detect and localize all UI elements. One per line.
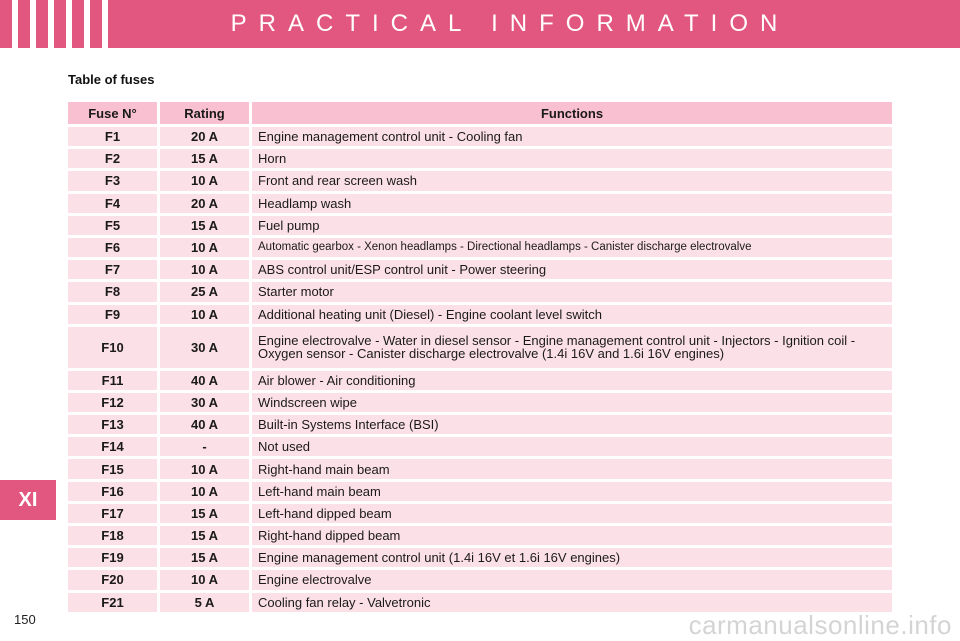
fuse-cell: F12	[68, 393, 157, 412]
column-header-rating: Rating	[160, 102, 249, 124]
table-row	[68, 393, 892, 412]
rating-cell: 40 A	[160, 415, 249, 434]
rating-cell: 10 A	[160, 171, 249, 190]
rating-cell: 15 A	[160, 548, 249, 567]
rating-cell: 5 A	[160, 593, 249, 612]
fuse-cell: F9	[68, 305, 157, 324]
header-stripe	[48, 0, 54, 48]
rating-cell: 10 A	[160, 238, 249, 257]
table-row	[68, 459, 892, 478]
function-cell: ABS control unit/ESP control unit - Power steering	[252, 260, 892, 279]
rating-cell: 15 A	[160, 526, 249, 545]
table-row	[68, 305, 892, 324]
page-header	[0, 0, 960, 48]
table-row	[68, 437, 892, 456]
table-row	[68, 593, 892, 612]
rating-cell: 40 A	[160, 371, 249, 390]
function-cell: Additional heating unit (Diesel) - Engine coolant level switch	[252, 305, 892, 324]
fuse-cell: F11	[68, 371, 157, 390]
function-cell: Starter motor	[252, 282, 892, 301]
table-row	[68, 371, 892, 390]
function-cell: Horn	[252, 149, 892, 168]
header-stripe	[102, 0, 108, 48]
fuse-cell: F1	[68, 127, 157, 146]
rating-cell: 10 A	[160, 570, 249, 589]
table-row	[68, 194, 892, 213]
rating-cell: 30 A	[160, 327, 249, 368]
watermark: carmanualsonline.info	[688, 610, 952, 640]
table-row	[68, 282, 892, 301]
rating-cell: -	[160, 437, 249, 456]
rating-cell: 10 A	[160, 305, 249, 324]
rating-cell: 15 A	[160, 149, 249, 168]
rating-cell: 25 A	[160, 282, 249, 301]
function-cell: Left-hand main beam	[252, 482, 892, 501]
table-row	[68, 526, 892, 545]
function-cell: Automatic gearbox - Xenon headlamps - Directional headlamps - Canister discharge electrovalve	[252, 238, 892, 257]
table-row	[68, 548, 892, 567]
header-stripe	[66, 0, 72, 48]
rating-cell: 10 A	[160, 482, 249, 501]
header-stripe	[84, 0, 90, 48]
table-row	[68, 260, 892, 279]
fuse-cell: F19	[68, 548, 157, 567]
rating-cell: 10 A	[160, 260, 249, 279]
chapter-tab: XI	[0, 480, 56, 520]
function-cell: Left-hand dipped beam	[252, 504, 892, 523]
fuse-table	[68, 102, 892, 615]
fuse-cell: F13	[68, 415, 157, 434]
rating-cell: 30 A	[160, 393, 249, 412]
fuse-cell: F6	[68, 238, 157, 257]
function-cell: Engine electrovalve - Water in diesel sensor - Engine management control unit - Injectors - Ignition coil - Oxygen sensor - Canister discharge electrovalve (1.4i 16V and 1.6i 16V engines)	[252, 327, 892, 368]
fuse-cell: F21	[68, 593, 157, 612]
rating-cell: 15 A	[160, 504, 249, 523]
function-cell: Windscreen wipe	[252, 393, 892, 412]
rating-cell: 20 A	[160, 127, 249, 146]
fuse-cell: F14	[68, 437, 157, 456]
fuse-cell: F20	[68, 570, 157, 589]
fuse-cell: F18	[68, 526, 157, 545]
fuse-cell: F10	[68, 327, 157, 368]
fuse-cell: F5	[68, 216, 157, 235]
function-cell: Right-hand dipped beam	[252, 526, 892, 545]
table-row	[68, 171, 892, 190]
table-row	[68, 149, 892, 168]
fuse-cell: F17	[68, 504, 157, 523]
fuse-cell: F2	[68, 149, 157, 168]
fuse-cell: F8	[68, 282, 157, 301]
table-row	[68, 327, 892, 368]
rating-cell: 15 A	[160, 216, 249, 235]
table-row	[68, 238, 892, 257]
function-cell: Engine management control unit (1.4i 16V et 1.6i 16V engines)	[252, 548, 892, 567]
function-cell: Built-in Systems Interface (BSI)	[252, 415, 892, 434]
fuse-cell: F7	[68, 260, 157, 279]
table-header-row	[68, 102, 892, 124]
fuse-cell: F15	[68, 459, 157, 478]
function-cell: Not used	[252, 437, 892, 456]
header-stripe	[12, 0, 18, 48]
table-row	[68, 127, 892, 146]
table-row	[68, 482, 892, 501]
table-row	[68, 216, 892, 235]
rating-cell: 10 A	[160, 459, 249, 478]
header-stripe	[30, 0, 36, 48]
rating-cell: 20 A	[160, 194, 249, 213]
function-cell: Air blower - Air conditioning	[252, 371, 892, 390]
fuse-cell: F3	[68, 171, 157, 190]
section-title: Table of fuses	[68, 72, 155, 87]
column-header-fuse: Fuse N°	[68, 102, 157, 124]
table-row	[68, 504, 892, 523]
function-cell: Engine management control unit - Cooling fan	[252, 127, 892, 146]
function-cell: Engine electrovalve	[252, 570, 892, 589]
function-cell: Cooling fan relay - Valvetronic	[252, 593, 892, 612]
fuse-cell: F16	[68, 482, 157, 501]
table-row	[68, 415, 892, 434]
column-header-functions: Functions	[252, 102, 892, 124]
page-title: PRACTICAL INFORMATION	[230, 10, 790, 37]
function-cell: Headlamp wash	[252, 194, 892, 213]
fuse-cell: F4	[68, 194, 157, 213]
table-row	[68, 570, 892, 589]
function-cell: Front and rear screen wash	[252, 171, 892, 190]
page-number: 150	[14, 612, 36, 627]
function-cell: Right-hand main beam	[252, 459, 892, 478]
function-cell: Fuel pump	[252, 216, 892, 235]
